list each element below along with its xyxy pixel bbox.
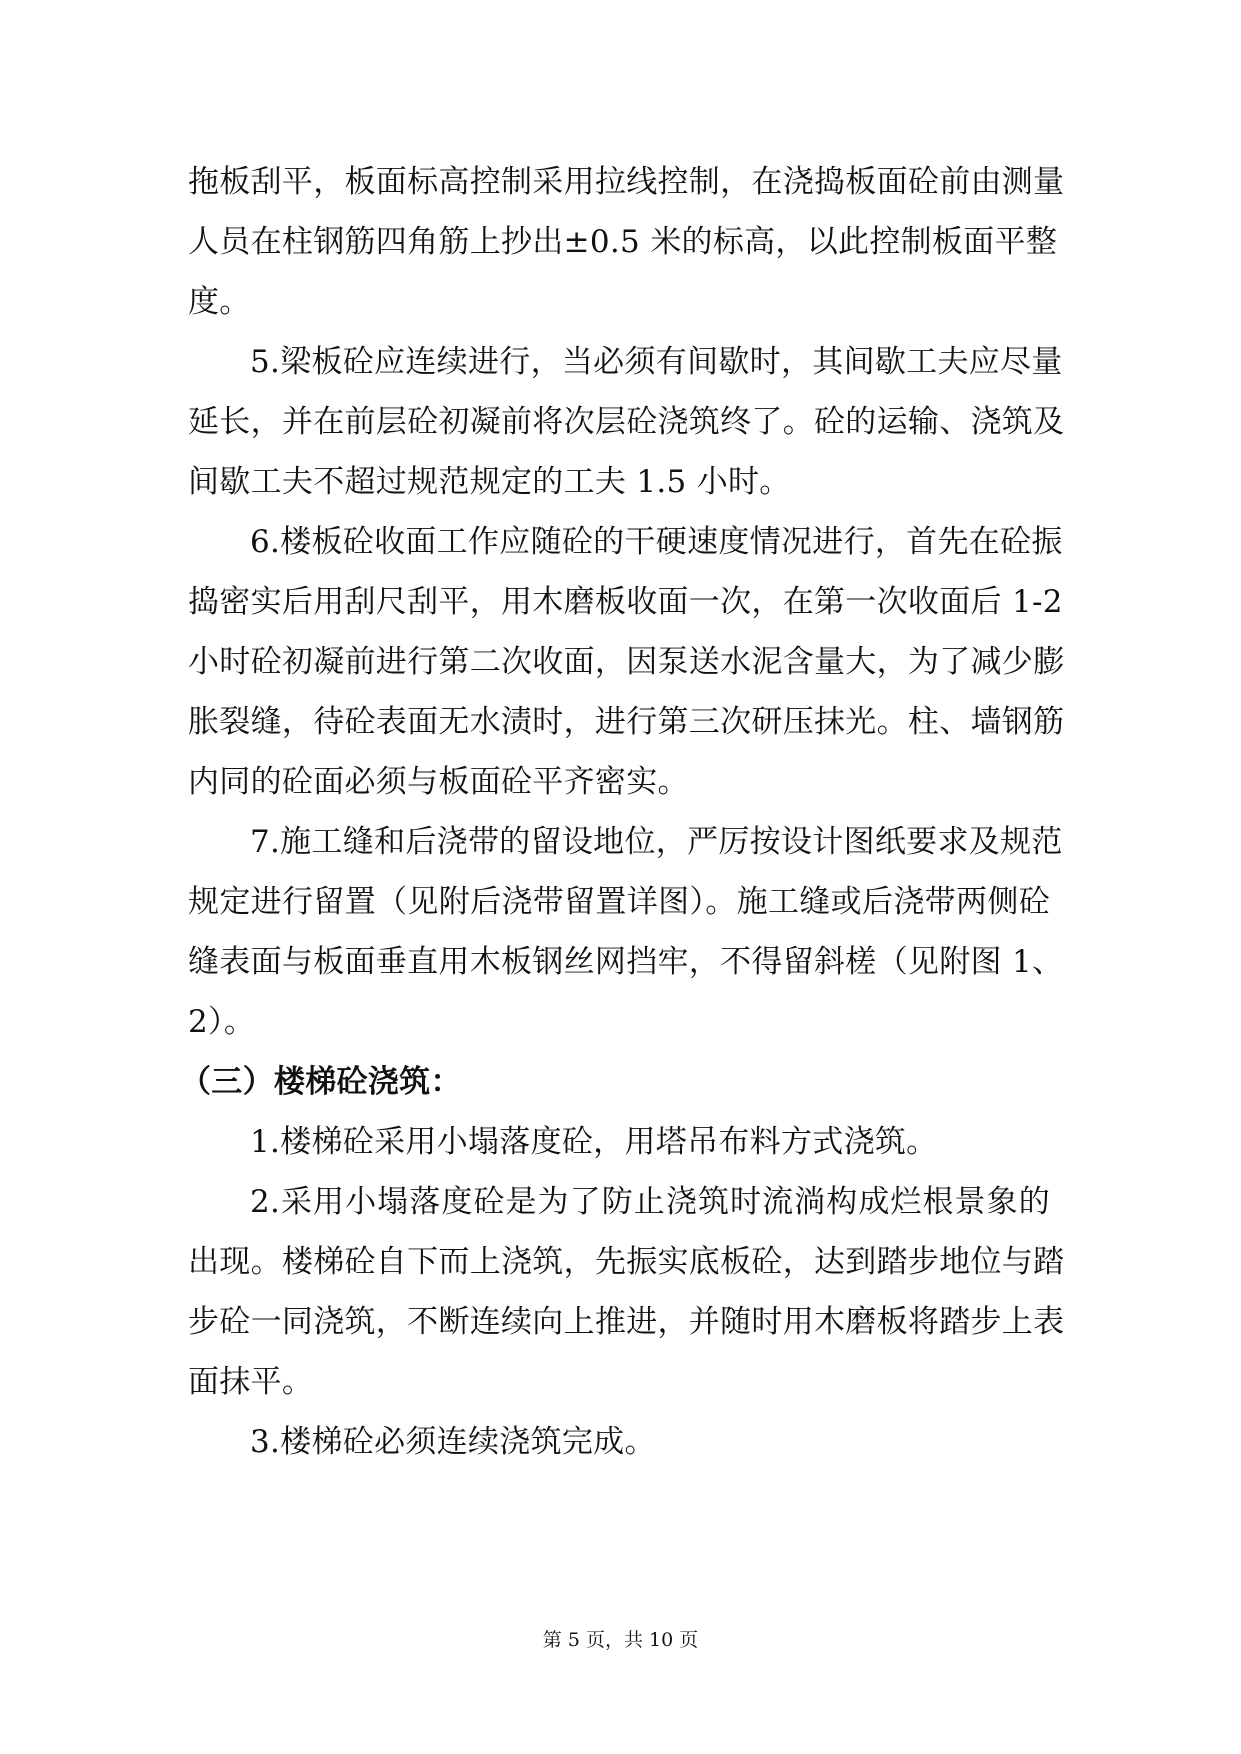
text-line: 间歇工夫不超过规范规定的工夫 1.5 小时。 [188,464,791,500]
text-line: 7.施工缝和后浇带的留设地位，严厉按设计图纸要求及规范 [250,824,1063,860]
text-line: 2.采用小塌落度砼是为了防止浇筑时流淌构成烂根景象的 [250,1184,1050,1220]
paragraph [188,152,1065,332]
text-line: 小时砼初凝前进行第二次收面，因泵送水泥含量大，为了减少膨 [188,644,1065,680]
text-line: 缝表面与板面垂直用木板钢丝网挡牢，不得留斜槎（见附图 1、 [188,944,1064,980]
text-line: 3.楼梯砼必须连续浇筑完成。 [250,1424,656,1460]
text-line: 5.梁板砼应连续进行，当必须有间歇时，其间歇工夫应尽量 [250,344,1063,380]
text-line: 面抹平。 [188,1364,314,1400]
text-line: 延长，并在前层砼初凝前将次层砼浇筑终了。砼的运输、浇筑及 [188,404,1065,440]
paragraph [188,1412,1050,1472]
document-body [180,152,1065,1472]
paragraph [188,1172,1065,1412]
text-line: 出现。楼梯砼自下而上浇筑，先振实底板砼，达到踏步地位与踏 [188,1244,1065,1280]
section-heading: （三）楼梯砼浇筑： [180,1064,462,1100]
paragraph [188,332,1065,512]
text-line: 步砼一同浇筑，不断连续向上推进，并随时用木磨板将踏步上表 [188,1304,1065,1340]
text-line: 捣密实后用刮尺刮平，用木磨板收面一次，在第一次收面后 1-2 [188,584,1063,620]
page-number-footer: 第 5 页，共 10 页 [542,1629,699,1651]
text-line: 6.楼板砼收面工作应随砼的干硬速度情况进行，首先在砼振 [250,524,1063,560]
text-line: 度。 [188,284,251,320]
text-line: 拖板刮平，板面标高控制采用拉线控制，在浇捣板面砼前由测量 [188,164,1065,200]
text-line: 人员在柱钢筋四角筋上抄出±0.5 米的标高，以此控制板面平整 [188,224,1058,260]
text-line: 1.楼梯砼采用小塌落度砼，用塔吊布料方式浇筑。 [250,1124,938,1160]
text-line: 内同的砼面必须与板面砼平齐密实。 [188,764,689,800]
paragraph [188,1112,1050,1172]
text-line: 规定进行留置（见附后浇带留置详图）。施工缝或后浇带两侧砼 [188,884,1050,920]
text-line: 胀裂缝，待砼表面无水渍时，进行第三次研压抹光。柱、墙钢筋 [188,704,1065,740]
paragraph [188,812,1064,1052]
text-line: 2）。 [188,1004,256,1040]
paragraph [188,512,1065,812]
